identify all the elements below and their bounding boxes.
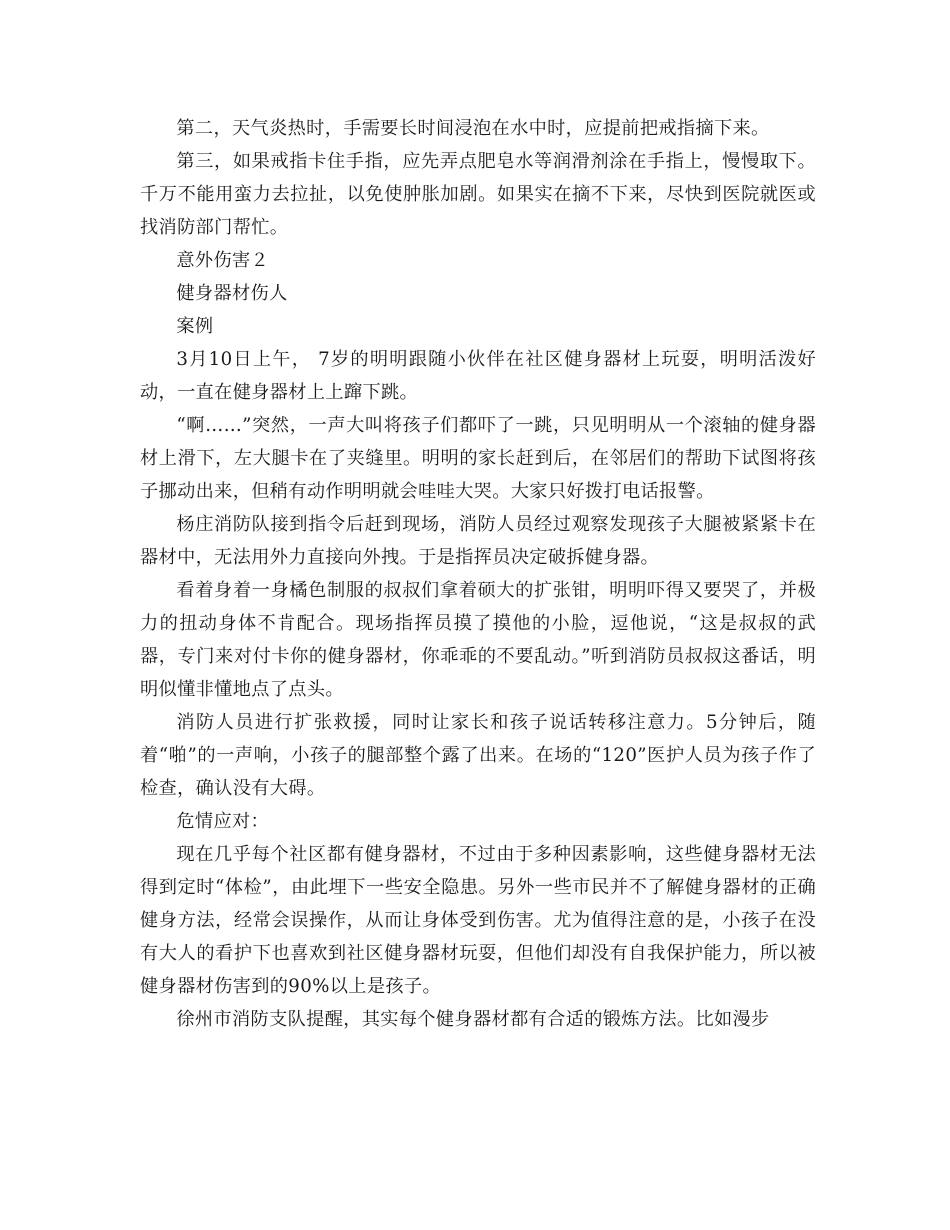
paragraph-case-comfort: 看着身着一身橘色制服的叔叔们拿着硕大的扩张钳，明明吓得又要哭了，并极力的扭动身体不肯配合。现场指挥员摸了摸他的小脸，逗他说，“这是叔叔的武器，专门来对付卡你的健身器材，你乖乖的不要乱动。”听到消防员叔叔这番话，明明似懂非懂地点了点头。	[140, 580, 816, 700]
subheading-case: 案例	[176, 316, 214, 337]
paragraph-case-firefighters: 杨庄消防队接到指令后赶到现场，消防人员经过观察发现孩子大腿被紧紧卡在器材中，无法用外力直接向外拽。于是指挥员决定破拆健身器。	[140, 514, 816, 568]
document-page	[140, 112, 816, 1202]
paragraph-ring-heat: 第二，天气炎热时，手需要长时间浸泡在水中时，应提前把戒指摘下来。	[176, 118, 770, 139]
paragraph-response-advice: 徐州市消防支队提醒，其实每个健身器材都有合适的锻炼方法。比如漫步	[176, 1009, 770, 1030]
paragraph-case-accident: “啊……”突然，一声大叫将孩子们都吓了一跳，只见明明从一个滚轴的健身器材上滑下，左大腿卡在了夹缝里。明明的家长赶到后，在邻居们的帮助下试图将孩子挪动出来，但稍有动作明明就会哇哇大哭。大家只好拨打电话报警。	[140, 415, 816, 502]
paragraph-ring-stuck: 第三，如果戒指卡住手指，应先弄点肥皂水等润滑剂涂在手指上，慢慢取下。千万不能用蛮力去拉扯，以免使肿胀加剧。如果实在摘不下来，尽快到医院就医或找消防部门帮忙。	[140, 151, 816, 238]
paragraph-case-intro: 3月10日上午， 7岁的明明跟随小伙伴在社区健身器材上玩耍，明明活泼好动，一直在健身器材上上蹿下跳。	[140, 349, 816, 403]
paragraph-case-rescue: 消防人员进行扩张救援，同时让家长和孩子说话转移注意力。5分钟后，随着“啪”的一声响，小孩子的腿部整个露了出来。在场的“120”医护人员为孩子作了检查，确认没有大碍。	[140, 712, 816, 799]
subheading-response: 危情应对：	[176, 811, 270, 832]
section-title-fitness-equipment: 健身器材伤人	[176, 283, 288, 304]
section-heading-accident-2: 意外伤害２	[176, 250, 270, 271]
paragraph-response-risks: 现在几乎每个社区都有健身器材，不过由于多种因素影响，这些健身器材无法得到定时“体检”，由此埋下一些安全隐患。另外一些市民并不了解健身器材的正确健身方法，经常会误操作，从而让身体受到伤害。尤为值得注意的是，小孩子在没有大人的看护下也喜欢到社区健身器材玩耍，但他们却没有自我保护能力，所以被健身器材伤害到的90%以上是孩子。	[140, 844, 816, 997]
